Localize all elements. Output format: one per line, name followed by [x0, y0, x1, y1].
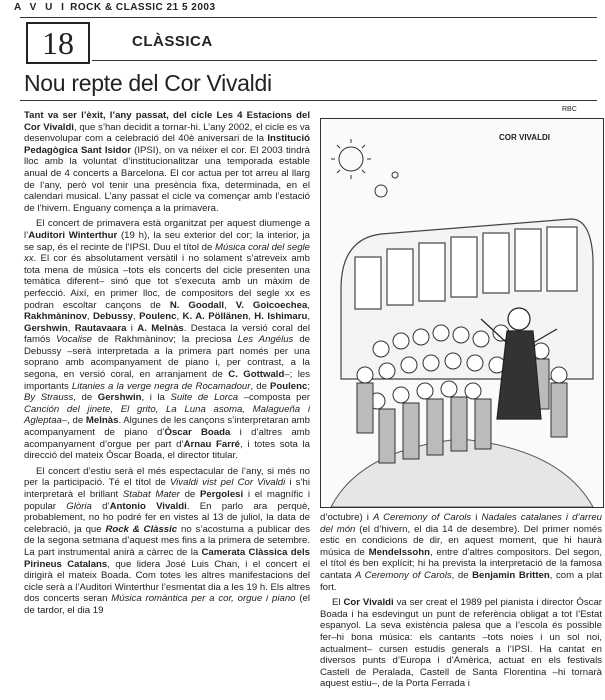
paragraph-5: El Cor Vivaldi va ser creat el 1989 pel pianista i director Òscar Boada i ha esdevingut un punt de referència obligat a tot l’Estat espanyol. La seva existència palesa que a l’escola és possible fer–hi bona música: els cantants –tots noies i un sol noi, actualment– cursen estudis generals a l’IPSI. Ha cantat en diversos punts d’Europa i d’Amèrica, actuat en els festivals Castell de Peralada, Castell de Santa Florentina –hi tornarà aquest estiu–, de la Porta Ferrada i — [320, 597, 602, 690]
section-name: ROCK & CLASSIC — [70, 2, 164, 13]
paragraph-3: El concert d’estiu serà el més espectacular de l’any, si més no per la participació. Té el títol de Vivaldi vist pel Cor Vivaldi i s’hi interpretarà el brillant Stabat Mater de Pergolesi i el magnífic i popular Glòria d’Antonio Vivaldi. En parlo ara perquè, probablement, no ho podré fer en vistes al 13 de juliol, la data de celebració, ja que Rock & Clàssic no s’acostuma a publicar des de la segona setmana d’aquest mes fins a la primera de setembre. La part instrumental anirà a càrrec de la Camerata Clàssica dels Pirineus Catalans, que lidera José Luis Chan, i el concert el dirigirà el mateix Boada. Com totes les altres manifestacions del cicle serà a l’Auditori Winterthur l’esmentat dia a les 19 h. Els altres dos concerts seran Música romàntica per a cor, orgue i piano (el de tardor, el dia 19 — [24, 465, 311, 616]
article-left-column — [24, 110, 310, 621]
paragraph-1: Tant va ser l’èxit, l’any passat, del cicle Les 4 Estacions del Cor Vivaldi, que s’han decidit a tornar-hi. L’any 2002, el cicle es va desenvolupar com a celebració del 40è aniversari de la Institució Pedagògica Sant Isidor (IPSI), on va néixer el cor. El 2003 tindrà lloc amb la voluntat d’institucionalitzar una temporada estable anual de 4 concerts a Barcelona. El cor actua per tot arreu al llarg de l’any, però vol tenir una presència fixa, determinada, en el calendari musical. L’any passat el cicle va començar amb l’estació de l’hivern. Enguany comença a la primavera. — [24, 110, 310, 214]
choir-illustration-icon — [321, 119, 603, 507]
section-rule — [92, 60, 597, 61]
figure-credit: RBC — [562, 106, 577, 113]
paragraph-2: El concert de primavera està organitzat per aquest diumenge a l’Auditori Winterthur (19 h), la seu exterior del cor; la interior, ja se sap, és el recinte de l’IPSI. Duu el títol de Música coral del segle xx. El cor és absolutament versàtil i no solament s’atreveix amb tota mena de música –tots els concerts del cicle presenten una temàtica diferent– sinó que tot s’executa amb un màxim de perfecció. Així, en primer lloc, de compositors del segle xx es podran escoltar cançons de N. Goodall, V. Goicoechea, Rakhmàninov, Debussy, Poulenc, K. A. Pöllänen, H. Ishimaru, Gershwin, Rautavaara i A. Melnàs. Destaca la versió coral del famós Vocalise de Rakhmàninov; la preciosa Les Angélus de Debussy –serà interpretada a la primera part només per una soprano amb acompanyament de piano i, per contrast, a la segona, en versió coral, en arranjament de C. Gottwald–; les importants Litanies a la verge negra de Rocamadour, de Poulenc; By Strauss, de Gershwin, i la Suite de Lorca –composta per Canción del jinete, El grito, La Luna asoma, Malagueña i Agleptaa–, de Melnàs. Algunes de les cançons s’interpretaran amb acompanyament de piano d’Òscar Boada i d’altres amb acompanyament d’orgue per part d’Arnau Farré, i totes sota la direcció del mateix Òscar Boada, el director titular. — [24, 218, 311, 462]
section-title: CLÀSSICA — [132, 33, 213, 50]
page-header — [14, 2, 599, 16]
newspaper-brand: A V U I — [14, 2, 67, 13]
header-rule — [20, 17, 597, 18]
figure-label: COR VIVALDI — [499, 133, 550, 142]
paragraph-4: d’octubre) i A Ceremony of Carols i Nadales catalanes i d’arreu del món (el d’hivern, el dia 14 de desembre). Del primer només estic en condicions de dir, en aquest moment, que hi haurà música de Mendelssohn, entre d’altres compositors. Del segon, el títol és ben explícit; hi ha prevista la interpretació de la famosa cantata A Ceremony of Carols, de Benjamin Britten, com a plat fort. — [320, 512, 602, 593]
article-headline: Nou repte del Cor Vivaldi — [24, 70, 272, 96]
choir-illustration — [320, 118, 604, 508]
article-right-column — [320, 512, 602, 694]
page-number: 18 — [26, 22, 90, 64]
headline-rule — [20, 100, 597, 101]
header-date: 21 5 2003 — [166, 2, 216, 13]
